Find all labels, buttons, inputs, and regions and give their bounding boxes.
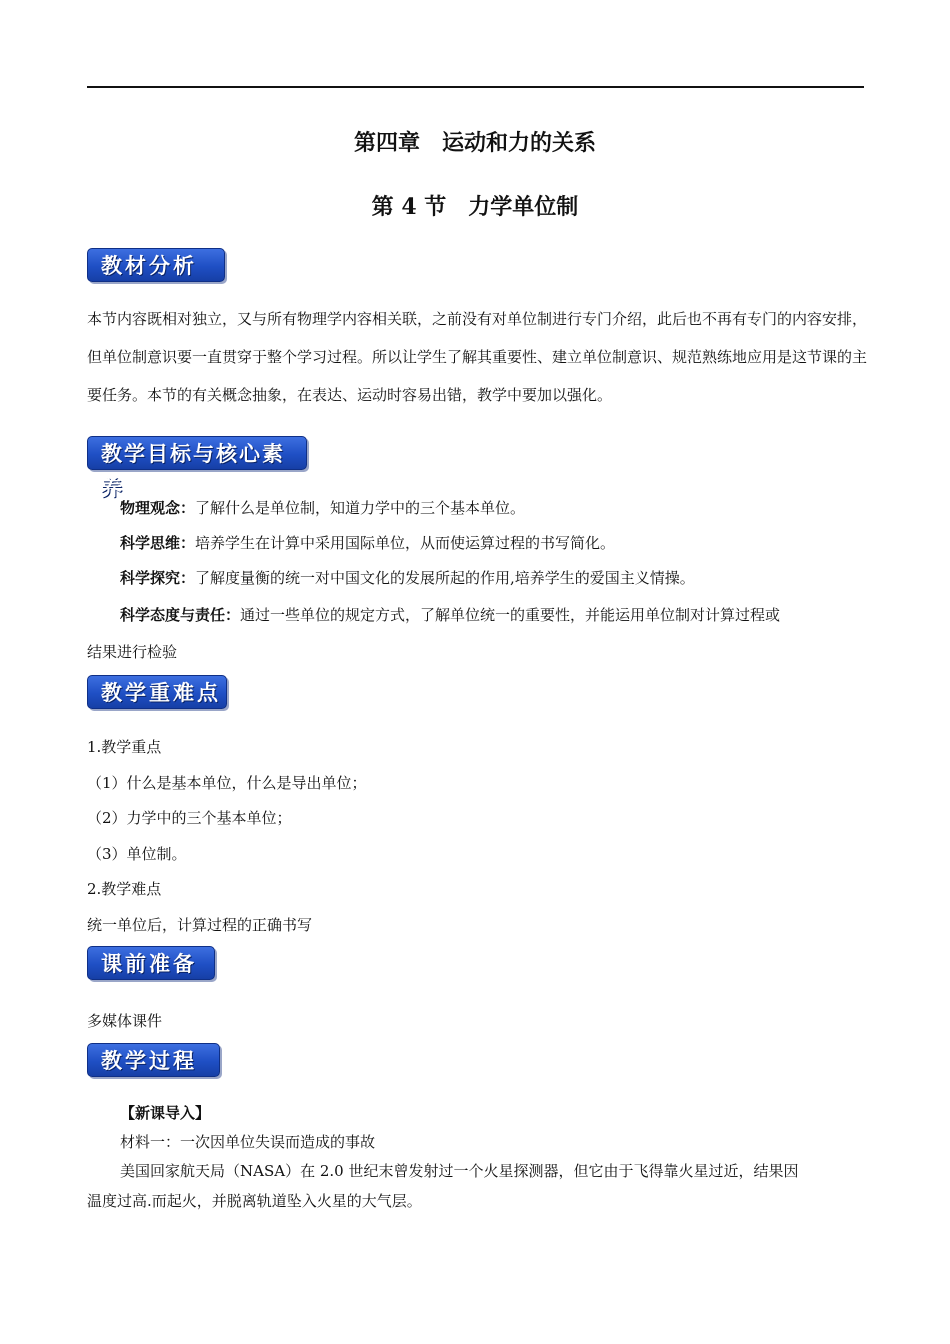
goal-text: 培养学生在计算中采用国际单位，从而使运算过程的书写简化。: [195, 534, 616, 552]
goal-item: [120, 497, 525, 518]
analysis-paragraph: 本节内容既相对独立，又与所有物理学内容相关联，之前没有对单位制进行专门介绍，此后也不再有专门的内容安排，但单位制意识要一直贯穿于整个学习过程。所以让学生了解其重要性、建立单位制意识、规范熟练地应用是这节课的主要任务。本节的有关概念抽象，在表达、运动时容易出错，教学中要加以强化。: [87, 310, 868, 404]
goal-item: [120, 532, 615, 553]
badge-goals: 教学目标与核心素养: [87, 436, 307, 470]
goal-label: 科学态度与责任：: [120, 606, 241, 624]
goal-item: [120, 604, 780, 625]
process-paragraph-line: 温度过高.而起火，并脱离轨道坠入火星的大气层。: [87, 1192, 422, 1210]
badge-analysis: 教材分析: [87, 248, 225, 282]
header-rule: [87, 86, 864, 88]
key-point-line: （2）力学中的三个基本单位；: [87, 809, 292, 827]
badge-key-points: 教学重难点: [87, 675, 227, 709]
key-point-line: 1.教学重点: [87, 738, 162, 756]
goal-label: 物理观念：: [120, 499, 196, 517]
material-line: 材料一：一次因单位失误而造成的事故: [120, 1133, 376, 1151]
key-point-line: （3）单位制。: [87, 845, 187, 863]
goal-text: 了解什么是单位制，知道力学中的三个基本单位。: [195, 499, 526, 517]
chapter-title: 第四章 运动和力的关系: [353, 130, 596, 156]
key-point-line: 2.教学难点: [87, 880, 162, 898]
badge-preparation: 课前准备: [87, 946, 215, 980]
key-point-line: 统一单位后，计算过程的正确书写: [87, 916, 313, 934]
intro-heading: 【新课导入】: [120, 1104, 211, 1122]
goal-text: 了解度量衡的统一对中国文化的发展所起的作用,培养学生的爱国主义情操。: [195, 569, 695, 587]
goal-label: 科学探究：: [120, 569, 196, 587]
section-title: 第 4 节 力学单位制: [371, 194, 579, 220]
key-point-line: （1）什么是基本单位，什么是导出单位；: [87, 774, 367, 792]
goal-item: [120, 567, 695, 588]
goal-label: 科学思维：: [120, 534, 196, 552]
goal-text: 通过一些单位的规定方式，了解单位统一的重要性，并能运用单位制对计算过程或: [240, 606, 781, 624]
goal-continuation: 结果进行检验: [87, 643, 178, 661]
badge-process: 教学过程: [87, 1043, 220, 1077]
process-paragraph-line: 美国回家航天局（NASA）在 2.0 世纪末曾发射过一个火星探测器，但它由于飞得靠火星过近，结果因: [120, 1162, 799, 1180]
preparation-text: 多媒体课件: [87, 1012, 163, 1030]
